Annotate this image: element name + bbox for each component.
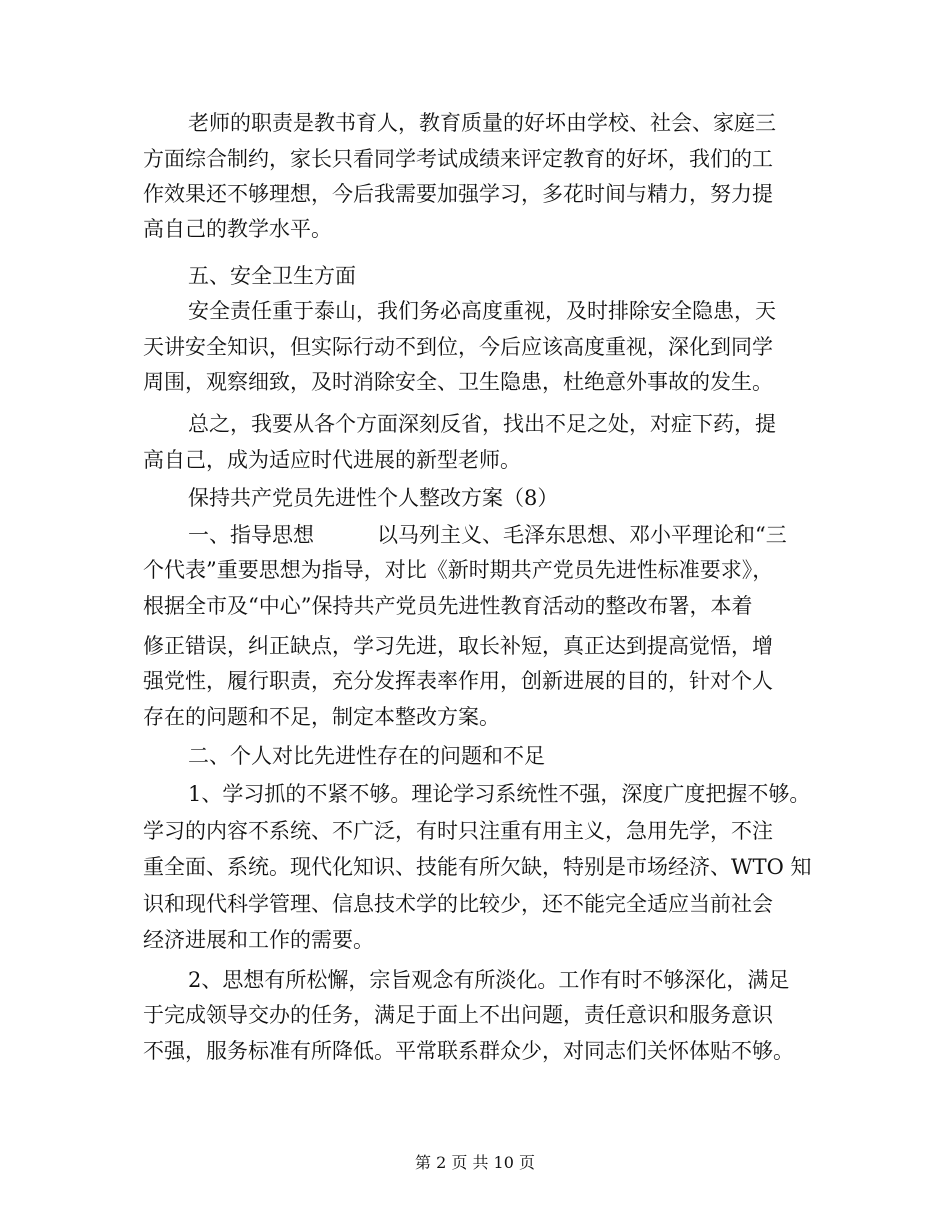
text-line: 安全责任重于泰山，我们务必高度重视，及时排除安全隐患，天 [188,299,776,323]
section-heading: 二、个人对比先进性存在的问题和不足 [188,744,545,768]
text-line: 于完成领导交办的任务，满足于面上不出问题，责任意识和服务意识 [143,1003,773,1027]
text-line: 经济进展和工作的需要。 [143,928,374,952]
text-line: 作效果还不够理想，今后我需要加强学习，多花时间与精力，努力提 [143,182,773,206]
section-heading: 五、安全卫生方面 [188,264,356,288]
text-line: 存在的问题和不足，制定本整改方案。 [143,705,500,729]
text-line: 重全面、系统。现代化知识、技能有所欠缺，特别是市场经济、WTO 知 [143,855,812,879]
text-line: 总之，我要从各个方面深刻反省，找出不足之处，对症下药，提 [188,412,776,436]
page-number: 第 2 页 共 10 页 [415,1153,535,1172]
text-line: 老师的职责是教书育人，教育质量的好坏由学校、社会、家庭三 [188,111,776,135]
text-line: 天讲安全知识，但实际行动不到位，今后应该高度重视，深化到同学 [143,335,773,359]
text-line: 不强，服务标准有所降低。平常联系群众少，对同志们关怀体贴不够。 [143,1039,794,1063]
text-line: 周围，观察细致，及时消除安全、卫生隐患，杜绝意外事故的发生。 [143,370,773,394]
text-line: 一、指导思想 以马列主义、毛泽东思想、邓小平理论和“三 [188,523,787,547]
text-line: 识和现代科学管理、信息技术学的比较少，还不能完全适应当前社会 [143,892,773,916]
text-line: 高自己的教学水平。 [143,217,332,241]
text-line: 根据全市及“中心”保持共产党员先进性教育活动的整改布署，本着 [143,594,753,618]
text-line: 学习的内容不系统、不广泛，有时只注重有用主义，急用先学，不注 [143,819,773,843]
text-line: 强党性，履行职责，充分发挥表率作用，创新进展的目的，针对个人 [143,669,773,693]
text-line: 高自己，成为适应时代进展的新型老师。 [143,448,521,472]
text-line: 方面综合制约，家长只看同学考试成绩来评定教育的好坏，我们的工 [143,147,773,171]
text-line: 1、学习抓的不紧不够。理论学习系统性不强，深度广度把握不够。 [188,782,811,806]
text-line: 修正错误，纠正缺点，学习先进，取长补短，真正达到提高觉悟，增 [143,634,773,658]
text-line: 个代表”重要思想为指导，对比《新时期共产党员先进性标准要求》， [143,558,774,582]
text-line: 2、思想有所松懈，宗旨观念有所淡化。工作有时不够深化，满足 [188,968,790,992]
document-title: 保持共产党员先进性个人整改方案（8） [188,486,559,510]
